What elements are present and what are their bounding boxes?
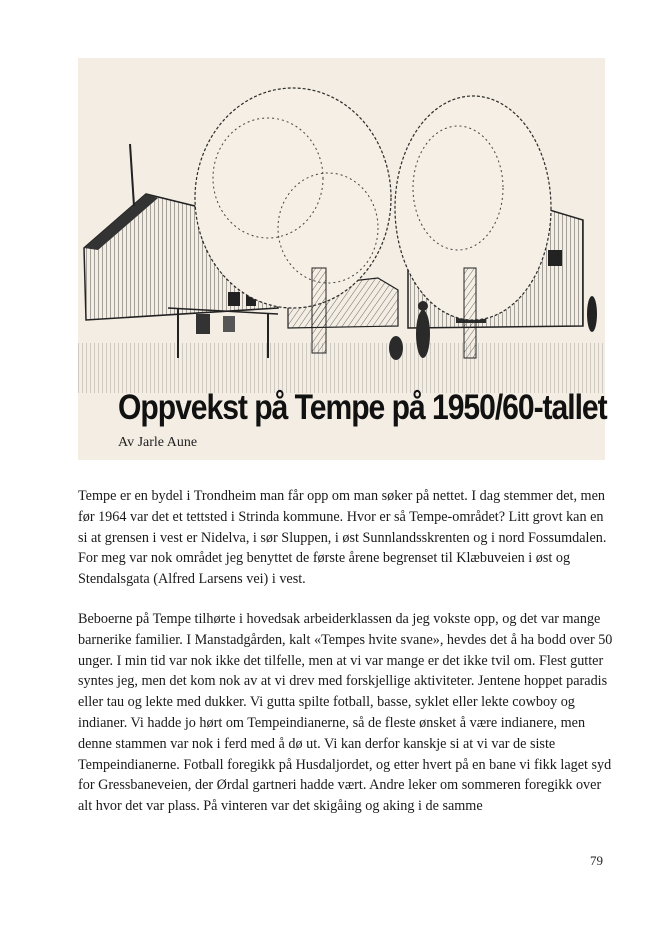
article-byline: Av Jarle Aune (118, 435, 198, 450)
page-number: 79 (590, 853, 603, 868)
article-body (78, 486, 614, 836)
paragraph: Beboerne på Tempe tilhørte i hovedsak arbeiderklassen da jeg vokste opp, og det var mange barnerike familier. I Manstadgården, kalt «Tempes hvite svane», hevdes det å ha bodd over 50 unger. I min tid var nok ikke det tilfelle, men at vi var mange er det ikke tvil om. Flest gutter syntes jeg, men det kom nok av at vi drev med forskjellige aktiviteter. Jentene hoppet paradis eller tau og lekte med dukker. Vi gutta spilte fotball, basse, syklet eller lekte cowboy og indianer. Vi hadde jo hørt om Tempeindianerne, så de fleste ønsket å være indianere, men denne stammen var nok i ferd med å dø ut. Vi kan derfor kanskje si at vi var de siste Tempeindianerne. Fotball foregikk på Husdaljordet, og etter hvert på en bane vi fikk laget syd for Gressbaneveien, der Ørdal gartneri hadde vært. Andre leker om sommeren foregikk over alt hvor det var plass. På vinteren var det skigåing og aking i de samme (78, 610, 613, 815)
paragraph: Tempe er en bydel i Trondheim man får opp om man søker på nettet. I dag stemmer det, men før 1964 var det et tettsted i Strinda kommune. Hvor er så Tempe-området? Litt grovt kan en si at grensen i vest er Nidelva, i sør Sluppen, i øst Sunnlandsskrenten og i nord Fossumdalen. For meg var nok området jeg benyttet de første årene begrenset til Klæbuveien i øst og Stendalsgata (Alfred Larsens vei) i vest. (78, 488, 607, 588)
article-title: Oppvekst på Tempe på 1950/60-tallet (118, 388, 607, 427)
